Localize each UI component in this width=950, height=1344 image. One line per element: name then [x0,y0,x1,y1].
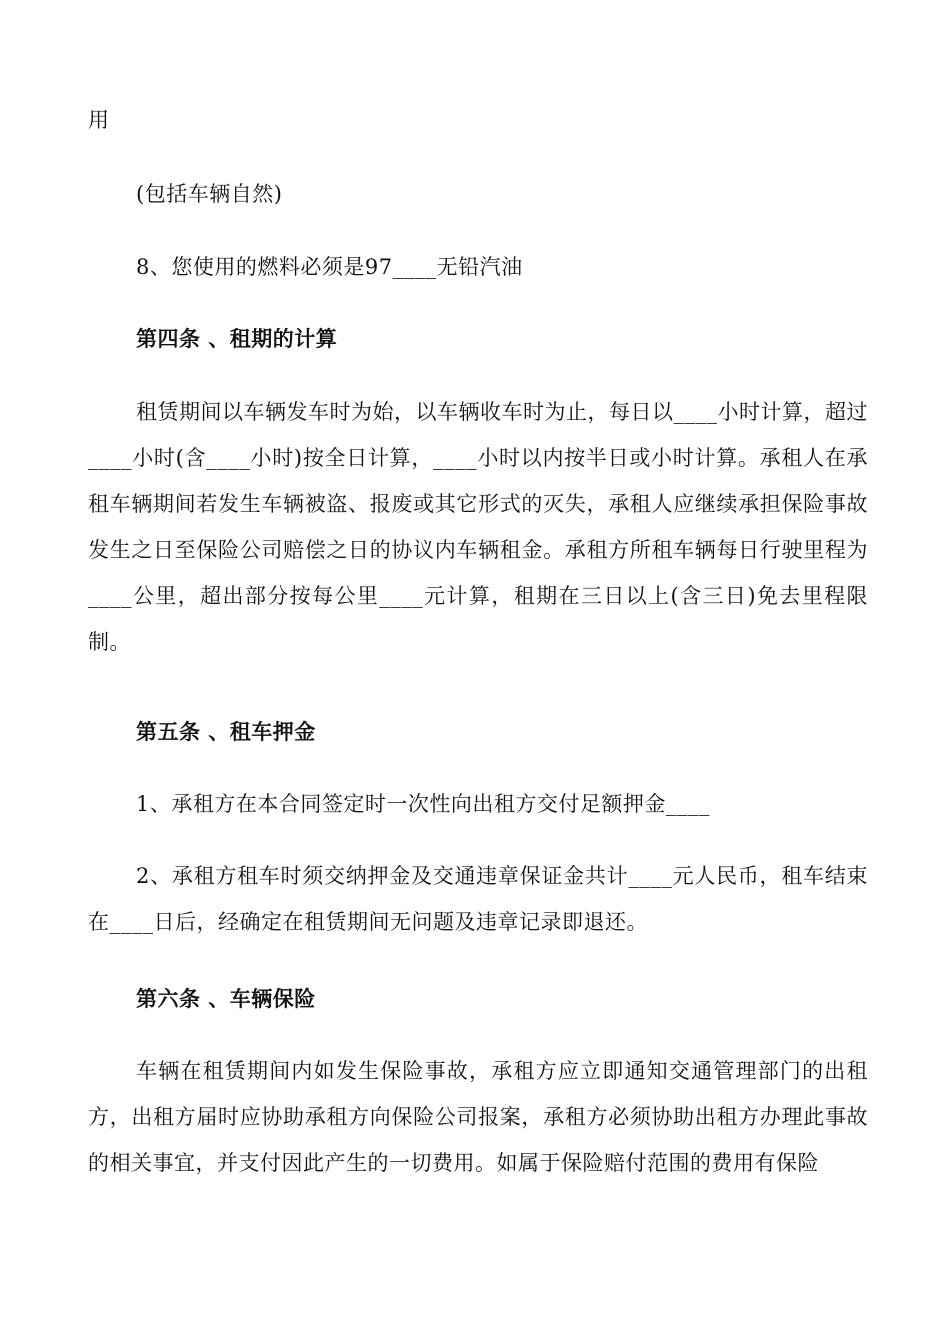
section-5-heading: 第五条 、租车押金 [136,720,316,744]
section-6-heading: 第六条 、车辆保险 [136,987,316,1011]
continued-text-fragment: 用 [88,108,110,132]
parenthetical-note: (包括车辆自然) [136,182,283,206]
section-5-item-2: 2、承租方租车时须交纳押金及交通违章保证金共计____元人民币，租车结束在____日后，经确定在租赁期间无问题及违章记录即退还。 [88,864,868,934]
section-6-body: 车辆在租赁期间内如发生保险事故，承租方应立即通知交通管理部门的出租方，出租方届时应协助承租方向保险公司报案，承租方必须协助出租方办理此事故的相关事宜，并支付因此产生的一切费用。如属于保险赔付范围的费用有保险 [88,1059,868,1175]
clause-item-8: 8、您使用的燃料必须是97____无铅汽油 [136,255,523,279]
section-4-body: 租赁期间以车辆发车时为始，以车辆收车时为止，每日以____小时计算，超过____小时(含____小时)按全日计算，____小时以内按半日或小时计算。承租人在承租车辆期间若发生车辆被盗、报废或其它形式的灭失，承租人应继续承担保险事故发生之日至保险公司赔偿之日的协议内车辆租金。承租方所租车辆每日行驶里程为____公里，超出部分按每公里____元计算，租期在三日以上(含三日)免去里程限制。 [88,400,868,654]
section-5-item-1: 1、承租方在本合同签定时一次性向出租方交付足额押金____ [136,792,710,816]
section-4-heading: 第四条 、租期的计算 [136,327,338,351]
